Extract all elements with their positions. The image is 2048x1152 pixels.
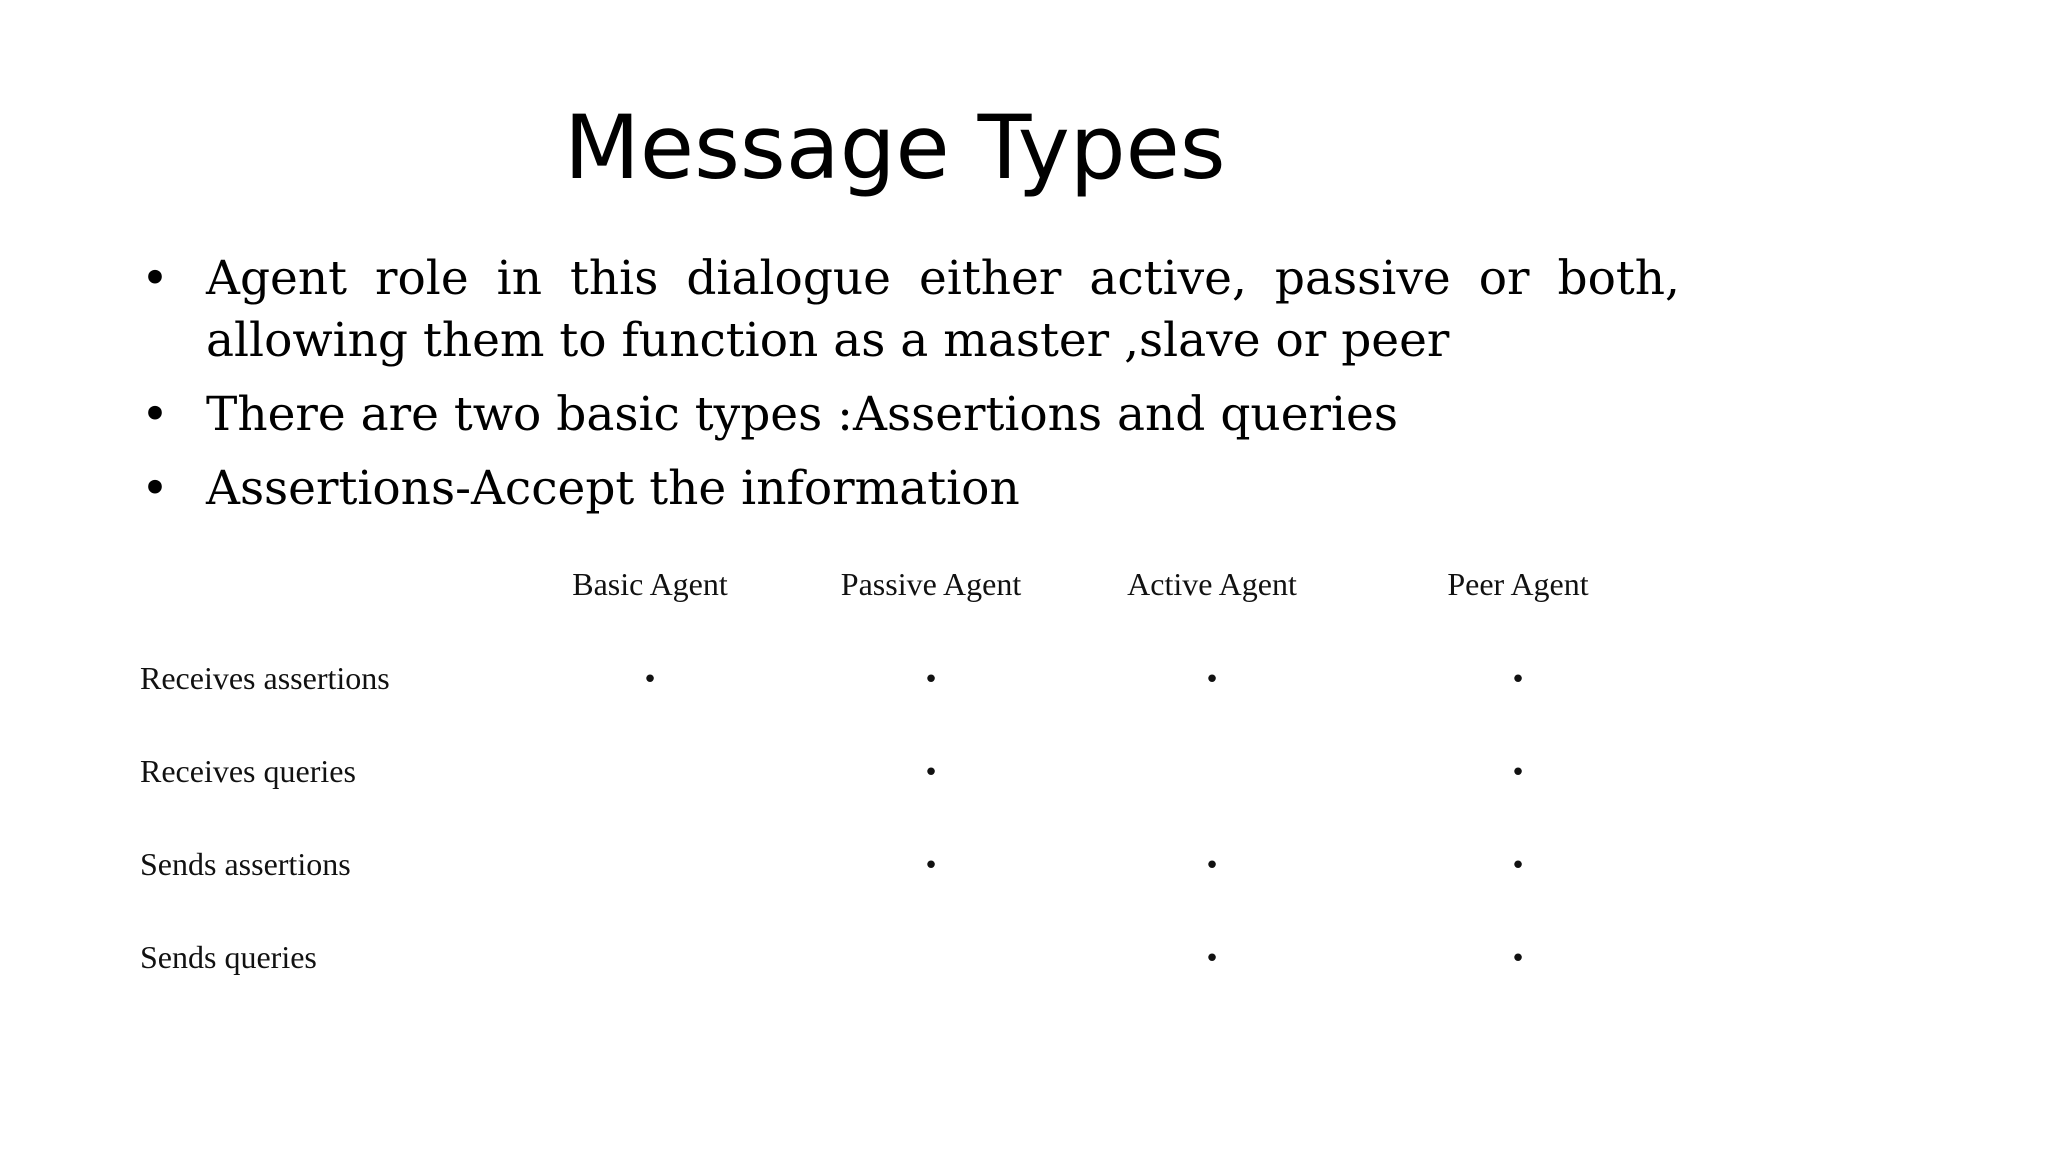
table-cell-mark: • xyxy=(923,665,939,695)
bullet-text: Assertions-Accept the information xyxy=(206,461,1020,516)
table-cell-mark: • xyxy=(1204,665,1220,695)
column-header-passive-agent: Passive Agent xyxy=(840,566,1022,602)
column-header-active-agent: Active Agent xyxy=(1127,566,1297,602)
bullet-dot: • xyxy=(141,251,169,306)
table-cell-mark: • xyxy=(642,665,658,695)
row-label-sends-queries: Sends queries xyxy=(140,939,317,975)
slide-title: Message Types xyxy=(564,96,1226,199)
row-label-receives-queries: Receives queries xyxy=(140,753,356,789)
bullet-dot: • xyxy=(141,461,169,516)
column-header-peer-agent: Peer Agent xyxy=(1447,566,1589,602)
table-cell-mark: • xyxy=(1510,758,1526,788)
row-label-sends-assertions: Sends assertions xyxy=(140,846,351,882)
column-header-basic-agent: Basic Agent xyxy=(572,566,728,602)
row-label-receives-assertions: Receives assertions xyxy=(140,660,390,696)
table-cell-mark: • xyxy=(1204,944,1220,974)
table-cell-mark: • xyxy=(1510,851,1526,881)
bullet-text: Agent role in this dialogue either active, passive or both, allowing them to function as a master ,slave or peer xyxy=(206,251,1680,368)
table-cell-mark: • xyxy=(923,851,939,881)
bullet-dot: • xyxy=(141,387,169,442)
bullet-text: There are two basic types :Assertions and queries xyxy=(206,387,1398,442)
table-cell-mark: • xyxy=(923,758,939,788)
table-cell-mark: • xyxy=(1510,665,1526,695)
table-cell-mark: • xyxy=(1204,851,1220,881)
table-cell-mark: • xyxy=(1510,944,1526,974)
